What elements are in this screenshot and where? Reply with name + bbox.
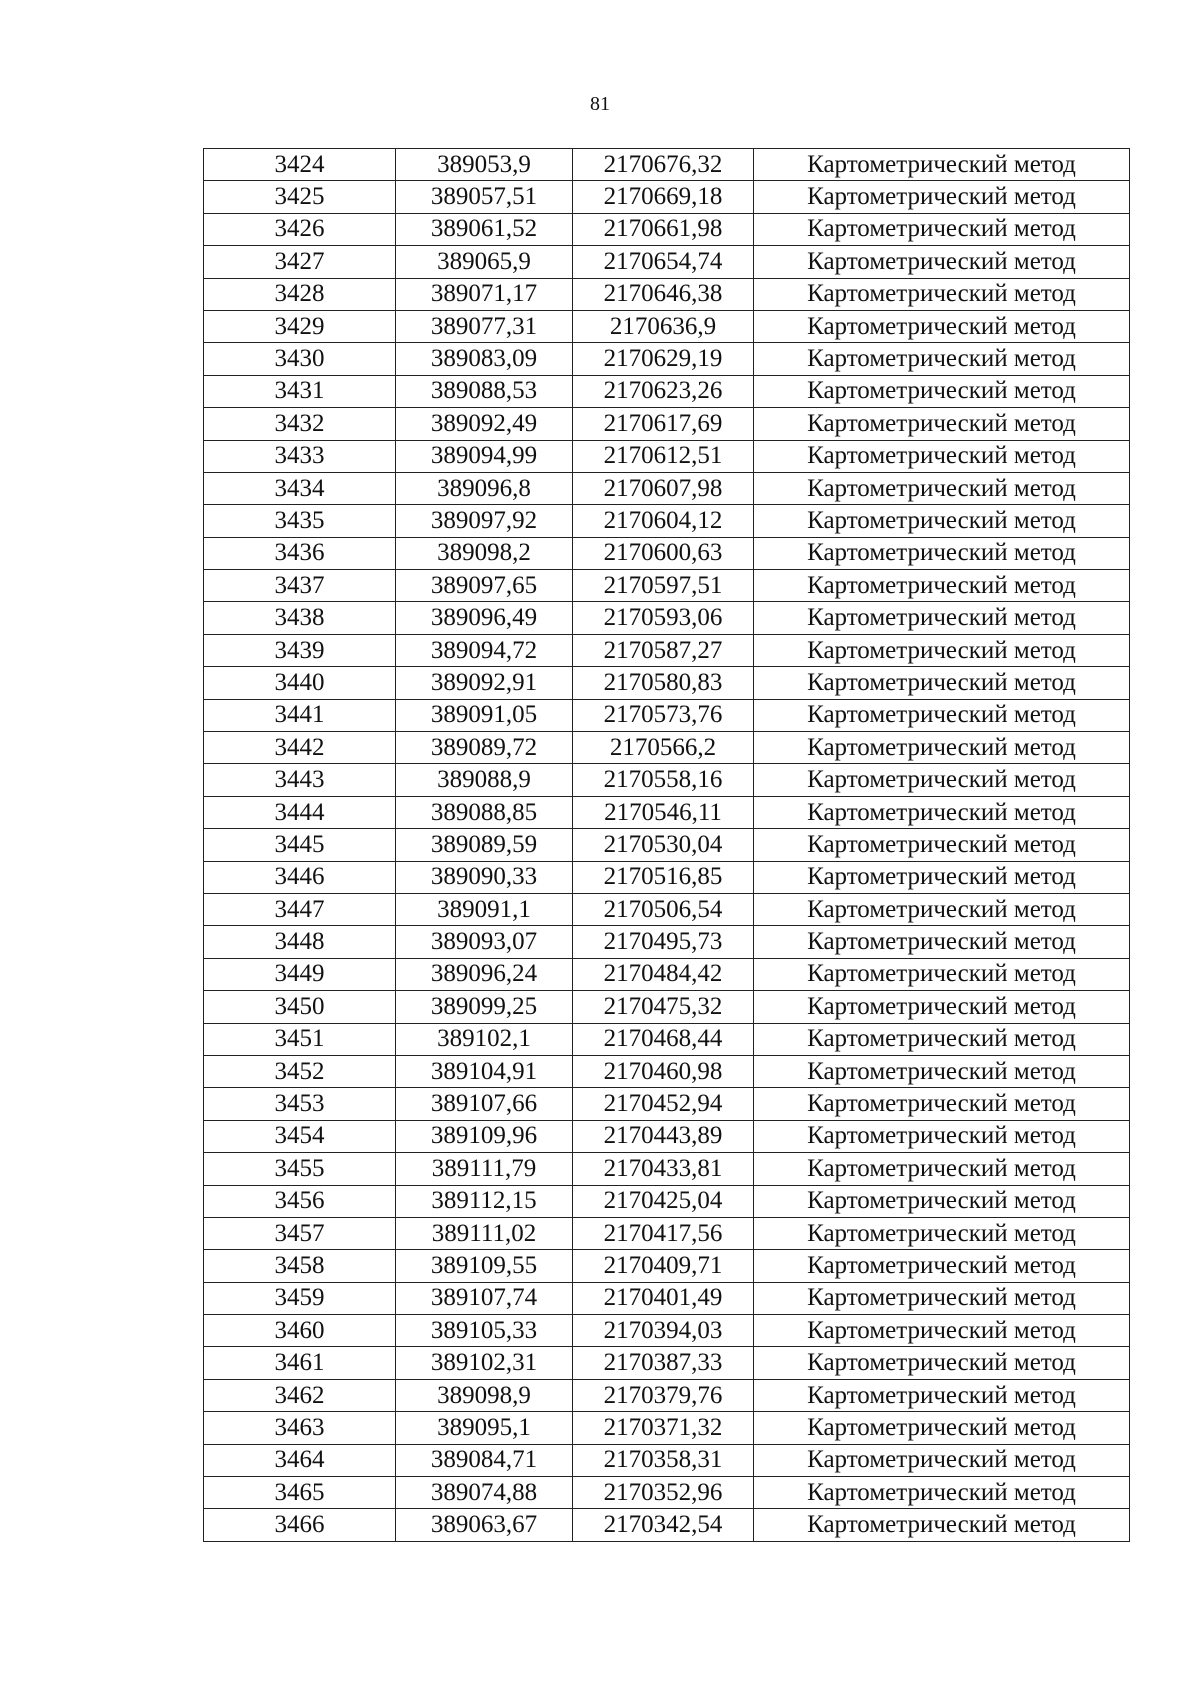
x-coordinate-cell: 389111,02 bbox=[396, 1217, 573, 1249]
y-coordinate-cell: 2170506,54 bbox=[573, 893, 754, 925]
x-coordinate-cell: 389089,59 bbox=[396, 829, 573, 861]
x-coordinate-cell: 389088,53 bbox=[396, 375, 573, 407]
method-cell: Картометрический метод bbox=[754, 375, 1130, 407]
method-cell: Картометрический метод bbox=[754, 1477, 1130, 1509]
table-row bbox=[204, 1477, 1130, 1509]
point-number-cell: 3453 bbox=[204, 1088, 396, 1120]
table-row bbox=[204, 991, 1130, 1023]
y-coordinate-cell: 2170409,71 bbox=[573, 1250, 754, 1282]
x-coordinate-cell: 389096,8 bbox=[396, 472, 573, 504]
table-row bbox=[204, 149, 1130, 181]
method-cell: Картометрический метод bbox=[754, 699, 1130, 731]
table-row bbox=[204, 1055, 1130, 1087]
x-coordinate-cell: 389097,92 bbox=[396, 505, 573, 537]
method-cell: Картометрический метод bbox=[754, 958, 1130, 990]
x-coordinate-cell: 389088,85 bbox=[396, 796, 573, 828]
method-cell: Картометрический метод bbox=[754, 537, 1130, 569]
table-row bbox=[204, 602, 1130, 634]
method-cell: Картометрический метод bbox=[754, 1217, 1130, 1249]
method-cell: Картометрический метод bbox=[754, 149, 1130, 181]
method-cell: Картометрический метод bbox=[754, 1185, 1130, 1217]
y-coordinate-cell: 2170669,18 bbox=[573, 181, 754, 213]
point-number-cell: 3465 bbox=[204, 1477, 396, 1509]
y-coordinate-cell: 2170516,85 bbox=[573, 861, 754, 893]
x-coordinate-cell: 389098,2 bbox=[396, 537, 573, 569]
method-cell: Картометрический метод bbox=[754, 408, 1130, 440]
y-coordinate-cell: 2170661,98 bbox=[573, 213, 754, 245]
y-coordinate-cell: 2170623,26 bbox=[573, 375, 754, 407]
table-row bbox=[204, 764, 1130, 796]
table-row bbox=[204, 1347, 1130, 1379]
point-number-cell: 3456 bbox=[204, 1185, 396, 1217]
point-number-cell: 3425 bbox=[204, 181, 396, 213]
point-number-cell: 3438 bbox=[204, 602, 396, 634]
table-row bbox=[204, 699, 1130, 731]
x-coordinate-cell: 389094,99 bbox=[396, 440, 573, 472]
y-coordinate-cell: 2170646,38 bbox=[573, 278, 754, 310]
table-row bbox=[204, 440, 1130, 472]
x-coordinate-cell: 389096,49 bbox=[396, 602, 573, 634]
point-number-cell: 3461 bbox=[204, 1347, 396, 1379]
method-cell: Картометрический метод bbox=[754, 440, 1130, 472]
x-coordinate-cell: 389071,17 bbox=[396, 278, 573, 310]
x-coordinate-cell: 389092,91 bbox=[396, 667, 573, 699]
method-cell: Картометрический метод bbox=[754, 505, 1130, 537]
point-number-cell: 3427 bbox=[204, 246, 396, 278]
x-coordinate-cell: 389061,52 bbox=[396, 213, 573, 245]
table-row bbox=[204, 1120, 1130, 1152]
point-number-cell: 3445 bbox=[204, 829, 396, 861]
point-number-cell: 3460 bbox=[204, 1315, 396, 1347]
method-cell: Картометрический метод bbox=[754, 1055, 1130, 1087]
point-number-cell: 3431 bbox=[204, 375, 396, 407]
point-number-cell: 3452 bbox=[204, 1055, 396, 1087]
table-row bbox=[204, 732, 1130, 764]
point-number-cell: 3437 bbox=[204, 570, 396, 602]
table-row bbox=[204, 1250, 1130, 1282]
table-row bbox=[204, 893, 1130, 925]
y-coordinate-cell: 2170358,31 bbox=[573, 1444, 754, 1476]
table-row bbox=[204, 570, 1130, 602]
y-coordinate-cell: 2170417,56 bbox=[573, 1217, 754, 1249]
y-coordinate-cell: 2170452,94 bbox=[573, 1088, 754, 1120]
table-row bbox=[204, 958, 1130, 990]
table-row bbox=[204, 213, 1130, 245]
x-coordinate-cell: 389094,72 bbox=[396, 634, 573, 666]
x-coordinate-cell: 389090,33 bbox=[396, 861, 573, 893]
table-row bbox=[204, 667, 1130, 699]
point-number-cell: 3450 bbox=[204, 991, 396, 1023]
method-cell: Картометрический метод bbox=[754, 1120, 1130, 1152]
x-coordinate-cell: 389088,9 bbox=[396, 764, 573, 796]
table-row bbox=[204, 1153, 1130, 1185]
x-coordinate-cell: 389109,96 bbox=[396, 1120, 573, 1152]
table-row bbox=[204, 829, 1130, 861]
x-coordinate-cell: 389065,9 bbox=[396, 246, 573, 278]
y-coordinate-cell: 2170475,32 bbox=[573, 991, 754, 1023]
point-number-cell: 3428 bbox=[204, 278, 396, 310]
page-number: 81 bbox=[590, 93, 610, 115]
y-coordinate-cell: 2170433,81 bbox=[573, 1153, 754, 1185]
method-cell: Картометрический метод bbox=[754, 796, 1130, 828]
method-cell: Картометрический метод bbox=[754, 829, 1130, 861]
point-number-cell: 3441 bbox=[204, 699, 396, 731]
y-coordinate-cell: 2170593,06 bbox=[573, 602, 754, 634]
method-cell: Картометрический метод bbox=[754, 893, 1130, 925]
point-number-cell: 3459 bbox=[204, 1282, 396, 1314]
y-coordinate-cell: 2170460,98 bbox=[573, 1055, 754, 1087]
method-cell: Картометрический метод bbox=[754, 1412, 1130, 1444]
point-number-cell: 3424 bbox=[204, 149, 396, 181]
table-row bbox=[204, 1282, 1130, 1314]
point-number-cell: 3451 bbox=[204, 1023, 396, 1055]
method-cell: Картометрический метод bbox=[754, 732, 1130, 764]
x-coordinate-cell: 389111,79 bbox=[396, 1153, 573, 1185]
method-cell: Картометрический метод bbox=[754, 764, 1130, 796]
method-cell: Картометрический метод bbox=[754, 181, 1130, 213]
method-cell: Картометрический метод bbox=[754, 246, 1130, 278]
method-cell: Картометрический метод bbox=[754, 472, 1130, 504]
y-coordinate-cell: 2170600,63 bbox=[573, 537, 754, 569]
x-coordinate-cell: 389095,1 bbox=[396, 1412, 573, 1444]
table-row bbox=[204, 1315, 1130, 1347]
point-number-cell: 3442 bbox=[204, 732, 396, 764]
y-coordinate-cell: 2170597,51 bbox=[573, 570, 754, 602]
table-row bbox=[204, 1185, 1130, 1217]
table-row bbox=[204, 246, 1130, 278]
method-cell: Картометрический метод bbox=[754, 1444, 1130, 1476]
method-cell: Картометрический метод bbox=[754, 1315, 1130, 1347]
y-coordinate-cell: 2170546,11 bbox=[573, 796, 754, 828]
method-cell: Картометрический метод bbox=[754, 991, 1130, 1023]
y-coordinate-cell: 2170573,76 bbox=[573, 699, 754, 731]
y-coordinate-cell: 2170352,96 bbox=[573, 1477, 754, 1509]
y-coordinate-cell: 2170636,9 bbox=[573, 310, 754, 342]
method-cell: Картометрический метод bbox=[754, 278, 1130, 310]
point-number-cell: 3429 bbox=[204, 310, 396, 342]
method-cell: Картометрический метод bbox=[754, 1088, 1130, 1120]
point-number-cell: 3440 bbox=[204, 667, 396, 699]
point-number-cell: 3462 bbox=[204, 1379, 396, 1411]
y-coordinate-cell: 2170371,32 bbox=[573, 1412, 754, 1444]
y-coordinate-cell: 2170654,74 bbox=[573, 246, 754, 278]
table-row bbox=[204, 861, 1130, 893]
x-coordinate-cell: 389102,31 bbox=[396, 1347, 573, 1379]
method-cell: Картометрический метод bbox=[754, 1509, 1130, 1541]
y-coordinate-cell: 2170342,54 bbox=[573, 1509, 754, 1541]
x-coordinate-cell: 389093,07 bbox=[396, 926, 573, 958]
table-row bbox=[204, 796, 1130, 828]
table-row bbox=[204, 1217, 1130, 1249]
table-row bbox=[204, 926, 1130, 958]
point-number-cell: 3434 bbox=[204, 472, 396, 504]
point-number-cell: 3433 bbox=[204, 440, 396, 472]
point-number-cell: 3464 bbox=[204, 1444, 396, 1476]
x-coordinate-cell: 389112,15 bbox=[396, 1185, 573, 1217]
point-number-cell: 3449 bbox=[204, 958, 396, 990]
y-coordinate-cell: 2170387,33 bbox=[573, 1347, 754, 1379]
point-number-cell: 3439 bbox=[204, 634, 396, 666]
point-number-cell: 3432 bbox=[204, 408, 396, 440]
x-coordinate-cell: 389107,66 bbox=[396, 1088, 573, 1120]
x-coordinate-cell: 389109,55 bbox=[396, 1250, 573, 1282]
point-number-cell: 3455 bbox=[204, 1153, 396, 1185]
x-coordinate-cell: 389074,88 bbox=[396, 1477, 573, 1509]
y-coordinate-cell: 2170530,04 bbox=[573, 829, 754, 861]
y-coordinate-cell: 2170468,44 bbox=[573, 1023, 754, 1055]
y-coordinate-cell: 2170379,76 bbox=[573, 1379, 754, 1411]
y-coordinate-cell: 2170604,12 bbox=[573, 505, 754, 537]
y-coordinate-cell: 2170676,32 bbox=[573, 149, 754, 181]
x-coordinate-cell: 389098,9 bbox=[396, 1379, 573, 1411]
y-coordinate-cell: 2170612,51 bbox=[573, 440, 754, 472]
method-cell: Картометрический метод bbox=[754, 570, 1130, 602]
x-coordinate-cell: 389053,9 bbox=[396, 149, 573, 181]
point-number-cell: 3443 bbox=[204, 764, 396, 796]
point-number-cell: 3426 bbox=[204, 213, 396, 245]
point-number-cell: 3435 bbox=[204, 505, 396, 537]
method-cell: Картометрический метод bbox=[754, 213, 1130, 245]
table-row bbox=[204, 634, 1130, 666]
y-coordinate-cell: 2170566,2 bbox=[573, 732, 754, 764]
x-coordinate-cell: 389099,25 bbox=[396, 991, 573, 1023]
y-coordinate-cell: 2170580,83 bbox=[573, 667, 754, 699]
x-coordinate-cell: 389097,65 bbox=[396, 570, 573, 602]
table-row bbox=[204, 408, 1130, 440]
y-coordinate-cell: 2170394,03 bbox=[573, 1315, 754, 1347]
method-cell: Картометрический метод bbox=[754, 310, 1130, 342]
method-cell: Картометрический метод bbox=[754, 343, 1130, 375]
method-cell: Картометрический метод bbox=[754, 1023, 1130, 1055]
table-row bbox=[204, 1088, 1130, 1120]
method-cell: Картометрический метод bbox=[754, 1153, 1130, 1185]
table-row bbox=[204, 472, 1130, 504]
y-coordinate-cell: 2170617,69 bbox=[573, 408, 754, 440]
y-coordinate-cell: 2170495,73 bbox=[573, 926, 754, 958]
point-number-cell: 3447 bbox=[204, 893, 396, 925]
coordinates-table-body bbox=[204, 149, 1130, 1542]
point-number-cell: 3463 bbox=[204, 1412, 396, 1444]
y-coordinate-cell: 2170629,19 bbox=[573, 343, 754, 375]
table-row bbox=[204, 278, 1130, 310]
x-coordinate-cell: 389057,51 bbox=[396, 181, 573, 213]
method-cell: Картометрический метод bbox=[754, 926, 1130, 958]
point-number-cell: 3430 bbox=[204, 343, 396, 375]
table-row bbox=[204, 537, 1130, 569]
method-cell: Картометрический метод bbox=[754, 1250, 1130, 1282]
method-cell: Картометрический метод bbox=[754, 1282, 1130, 1314]
y-coordinate-cell: 2170484,42 bbox=[573, 958, 754, 990]
y-coordinate-cell: 2170401,49 bbox=[573, 1282, 754, 1314]
table-row bbox=[204, 1444, 1130, 1476]
x-coordinate-cell: 389063,67 bbox=[396, 1509, 573, 1541]
table-row bbox=[204, 1379, 1130, 1411]
point-number-cell: 3448 bbox=[204, 926, 396, 958]
x-coordinate-cell: 389104,91 bbox=[396, 1055, 573, 1087]
table-row bbox=[204, 375, 1130, 407]
y-coordinate-cell: 2170443,89 bbox=[573, 1120, 754, 1152]
point-number-cell: 3436 bbox=[204, 537, 396, 569]
point-number-cell: 3446 bbox=[204, 861, 396, 893]
table-row bbox=[204, 1023, 1130, 1055]
method-cell: Картометрический метод bbox=[754, 602, 1130, 634]
x-coordinate-cell: 389107,74 bbox=[396, 1282, 573, 1314]
x-coordinate-cell: 389102,1 bbox=[396, 1023, 573, 1055]
point-number-cell: 3454 bbox=[204, 1120, 396, 1152]
x-coordinate-cell: 389091,05 bbox=[396, 699, 573, 731]
x-coordinate-cell: 389091,1 bbox=[396, 893, 573, 925]
point-number-cell: 3444 bbox=[204, 796, 396, 828]
x-coordinate-cell: 389077,31 bbox=[396, 310, 573, 342]
method-cell: Картометрический метод bbox=[754, 667, 1130, 699]
y-coordinate-cell: 2170587,27 bbox=[573, 634, 754, 666]
method-cell: Картометрический метод bbox=[754, 1347, 1130, 1379]
method-cell: Картометрический метод bbox=[754, 861, 1130, 893]
table-row bbox=[204, 1509, 1130, 1541]
x-coordinate-cell: 389096,24 bbox=[396, 958, 573, 990]
x-coordinate-cell: 389105,33 bbox=[396, 1315, 573, 1347]
point-number-cell: 3457 bbox=[204, 1217, 396, 1249]
table-row bbox=[204, 181, 1130, 213]
method-cell: Картометрический метод bbox=[754, 1379, 1130, 1411]
x-coordinate-cell: 389084,71 bbox=[396, 1444, 573, 1476]
table-row bbox=[204, 505, 1130, 537]
x-coordinate-cell: 389089,72 bbox=[396, 732, 573, 764]
point-number-cell: 3466 bbox=[204, 1509, 396, 1541]
table-row bbox=[204, 343, 1130, 375]
x-coordinate-cell: 389083,09 bbox=[396, 343, 573, 375]
table-row bbox=[204, 310, 1130, 342]
point-number-cell: 3458 bbox=[204, 1250, 396, 1282]
method-cell: Картометрический метод bbox=[754, 634, 1130, 666]
coordinates-table bbox=[203, 148, 1130, 1542]
y-coordinate-cell: 2170425,04 bbox=[573, 1185, 754, 1217]
y-coordinate-cell: 2170607,98 bbox=[573, 472, 754, 504]
table-row bbox=[204, 1412, 1130, 1444]
y-coordinate-cell: 2170558,16 bbox=[573, 764, 754, 796]
x-coordinate-cell: 389092,49 bbox=[396, 408, 573, 440]
